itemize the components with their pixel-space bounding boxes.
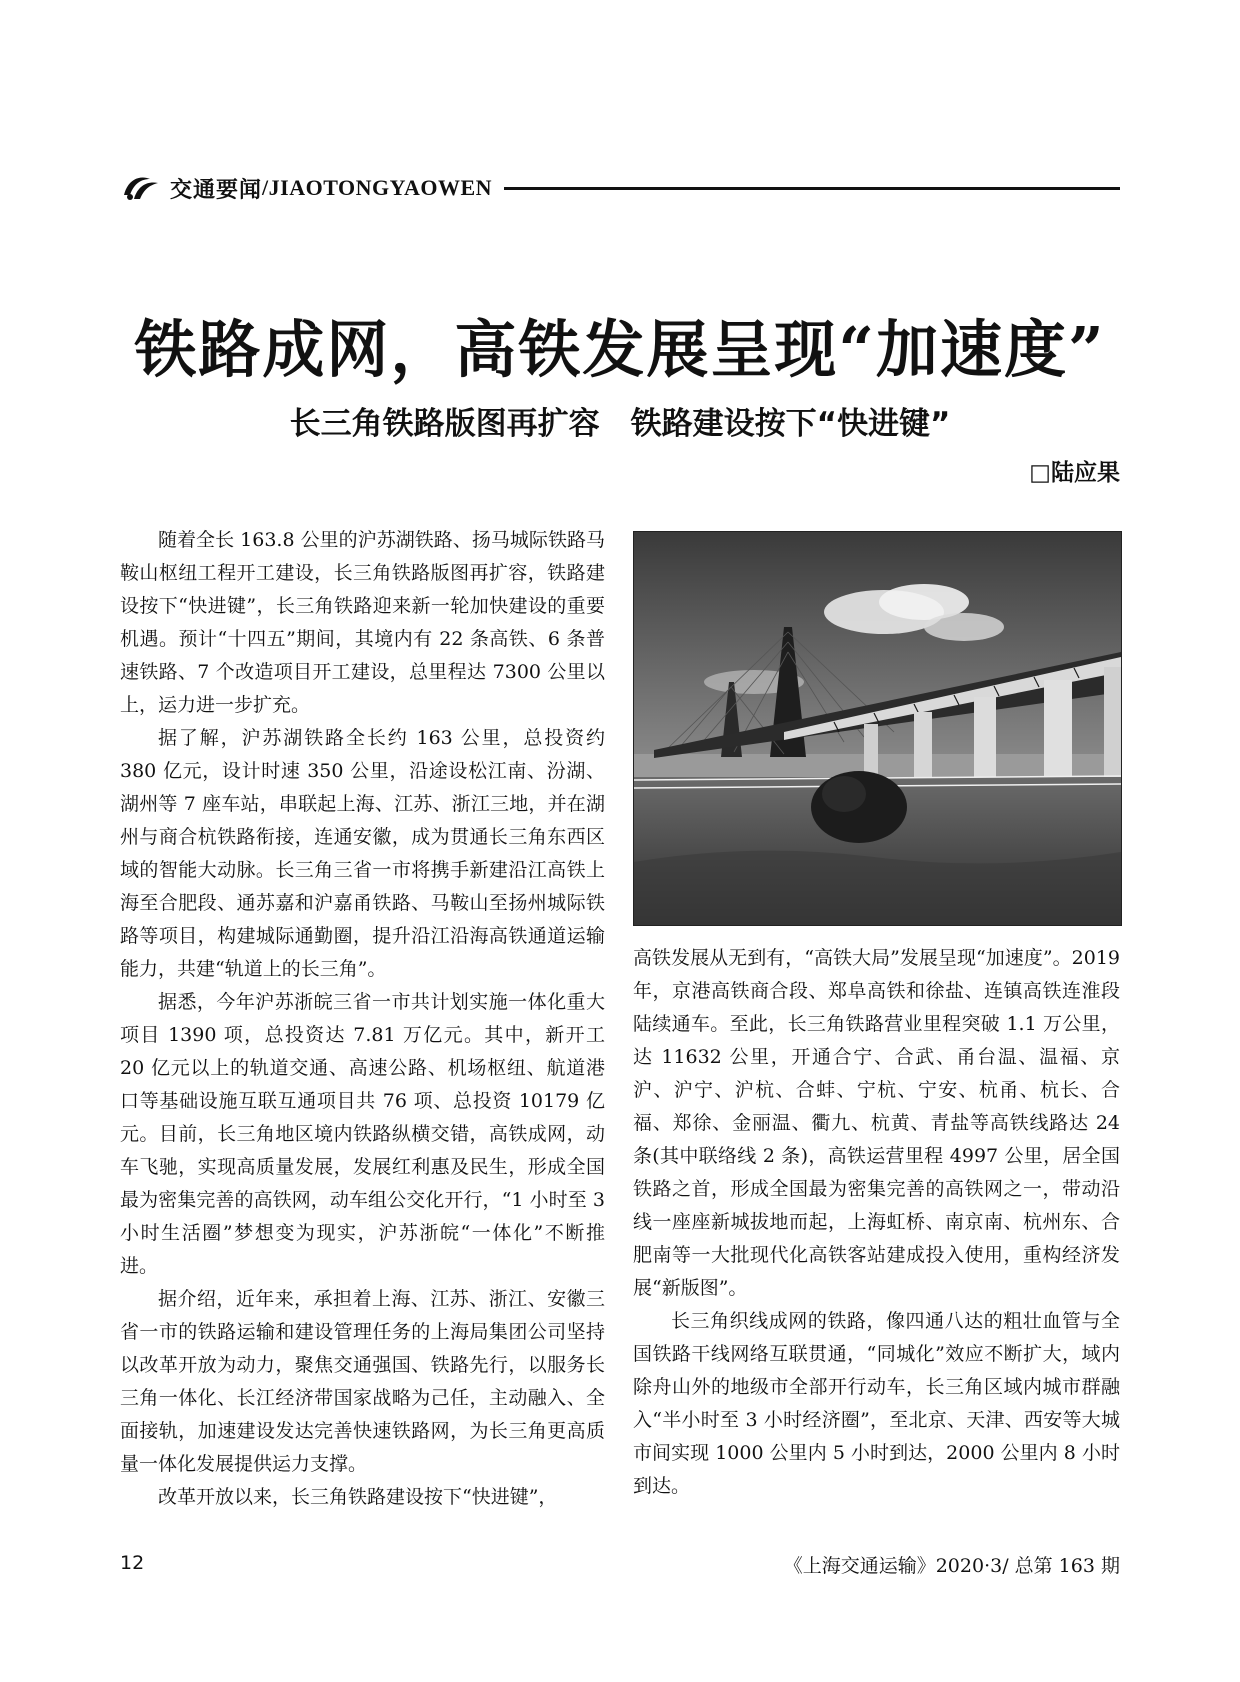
page-number: 12 bbox=[120, 1552, 145, 1574]
bridge-photo bbox=[633, 531, 1122, 926]
left-column bbox=[120, 524, 605, 1510]
paragraph: 长三角织线成网的铁路，像四通八达的粗壮血管与全国铁路干线网络互联贯通，“同城化”效应不断扩大，域内除舟山外的地级市全部开行动车，长三角区域内城市群融入“半小时至 3 小时经济圈”，至北京、天津、西安等大城市间实现 1000 公里内 5 小时到达，2000 公里内 8 小时到达。 bbox=[633, 1310, 1120, 1497]
header-rule bbox=[504, 187, 1120, 190]
right-column bbox=[633, 942, 1120, 1510]
article-title: 铁路成网，高铁发展呈现“加速度” bbox=[134, 313, 1106, 386]
article-subtitle: 长三角铁路版图再扩容 铁路建设按下“快进键” bbox=[289, 406, 951, 442]
paragraph: 据了解，沪苏湖铁路全长约 163 公里，总投资约 380 亿元，设计时速 350 公里，沿途设松江南、汾湖、湖州等 7 座车站，串联起上海、江苏、浙江三地，并在湖州与商合杭铁路衔接，连通安徽，成为贯通长三角东西区域的智能大动脉。长三角三省一市将携手新建沿江高铁上海至合肥段、通苏嘉和沪嘉甬铁路、马鞍山至扬州城际铁路等项目，构建城际通勤圈，提升沿江沿海高铁通道运输能力，共建“轨道上的长三角”。 bbox=[120, 727, 605, 980]
section-name-cn: 交通要闻 bbox=[170, 177, 263, 203]
section-header bbox=[120, 168, 1120, 208]
cable-stayed-bridge-icon bbox=[634, 532, 1121, 925]
journal-info: 《上海交通运输》2020·3/ 总第 163 期 bbox=[783, 1555, 1120, 1577]
paragraph: 改革开放以来，长三角铁路建设按下“快进键”， bbox=[158, 1486, 558, 1508]
article-author: □陆应果 bbox=[1029, 460, 1120, 486]
magazine-logo-icon bbox=[120, 173, 160, 203]
paragraph: 据介绍，近年来，承担着上海、江苏、浙江、安徽三省一市的铁路运输和建设管理任务的上海局集团公司坚持以改革开放为动力，聚焦交通强国、铁路先行，以服务长三角一体化、长江经济带国家战略为己任，主动融入、全面接轨，加速建设发达完善快速铁路网，为长三角更高质量一体化发展提供运力支撑。 bbox=[120, 1288, 605, 1475]
paragraph: 随着全长 163.8 公里的沪苏湖铁路、扬马城际铁路马鞍山枢纽工程开工建设，长三角铁路版图再扩容，铁路建设按下“快进键”，长三角铁路迎来新一轮加快建设的重要机遇。预计“十四五”期间，其境内有 22 条高铁、6 条普速铁路、7 个改造项目开工建设，总里程达 7300 公里以上，运力进一步扩充。 bbox=[120, 529, 605, 716]
paragraph: 高铁发展从无到有，“高铁大局”发展呈现“加速度”。2019 年，京港高铁商合段、郑阜高铁和徐盐、连镇高铁连淮段陆续通车。至此，长三角铁路营业里程突破 1.1 万公里，达 11632 公里，开通合宁、合武、甬台温、温福、京沪、沪宁、沪杭、合蚌、宁杭、宁安、杭甬、杭长、合福、郑徐、金丽温、衢九、杭黄、青盐等高铁线路达 24 条(其中联络线 2 条)，高铁运营里程 4997 公里，居全国铁路之首，形成全国最为密集完善的高铁网之一，带动沿线一座座新城拔地而起，上海虹桥、南京南、杭州东、合肥南等一大批现代化高铁客站建成投入使用，重构经济发展“新版图”。 bbox=[633, 947, 1120, 1299]
paragraph: 据悉，今年沪苏浙皖三省一市共计划实施一体化重大项目 1390 项，总投资达 7.81 万亿元。其中，新开工 20 亿元以上的轨道交通、高速公路、机场枢纽、航道港口等基础设施互联互通项目共 76 项、总投资 10179 亿元。目前，长三角地区境内铁路纵横交错，高铁成网，动车飞驰，实现高质量发展，发展红利惠及民生，形成全国最为密集完善的高铁网，动车组公交化开行，“1 小时至 3 小时生活圈”梦想变为现实，沪苏浙皖“一体化”不断推进。 bbox=[120, 991, 605, 1277]
section-name-en: /JIAOTONGYAOWEN bbox=[262, 175, 493, 200]
